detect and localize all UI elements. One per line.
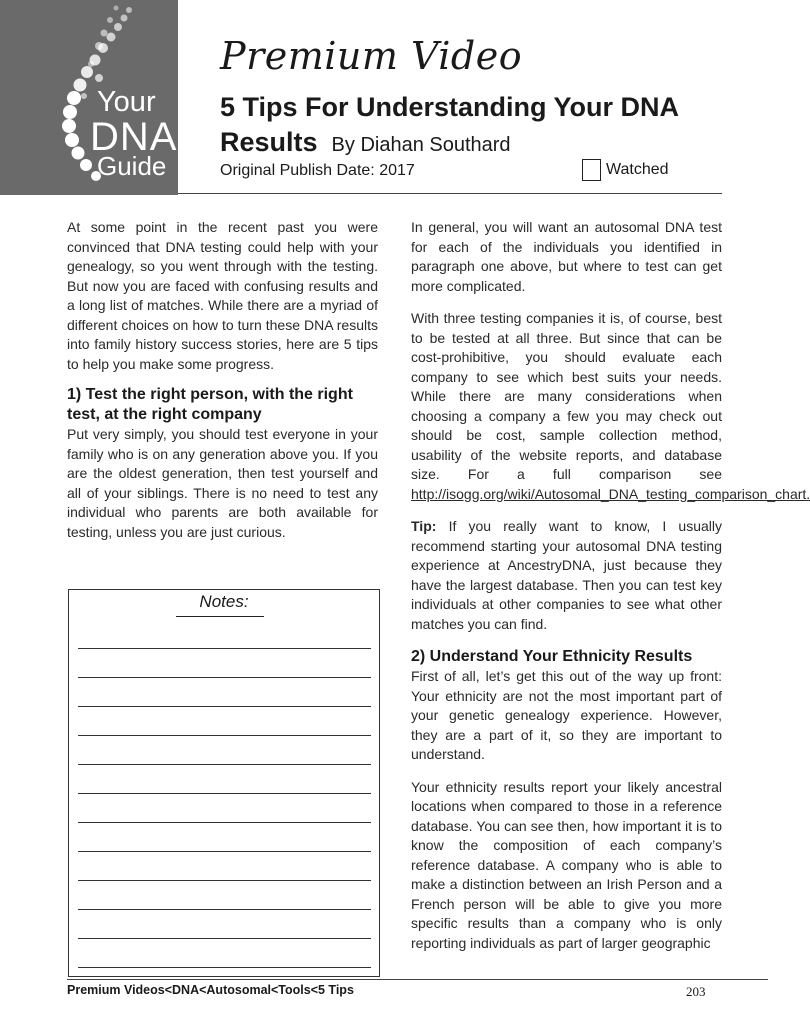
notes-line xyxy=(78,677,371,678)
premium-video-kicker: Premium Video xyxy=(220,34,523,78)
logo-text-guide: Guide xyxy=(97,151,167,181)
tip2-heading: 2) Understand Your Ethnicity Results xyxy=(411,648,693,665)
right-paragraph-1: In general, you will want an autosomal DNA test for each of the individuals you identified in paragraph one above, but where to test can get more complicated. xyxy=(411,219,722,294)
left-column xyxy=(67,218,378,542)
notes-line xyxy=(78,764,371,765)
right-column xyxy=(411,218,810,953)
notes-line xyxy=(78,851,371,852)
notes-box xyxy=(68,589,380,977)
watched-control[interactable] xyxy=(582,159,669,181)
logo-block xyxy=(0,0,178,195)
intro-paragraph: At some point in the recent past you were convinced that DNA testing could help with your genealogy, so you went through with the testing. But now you are faced with confusing results and a long list of matches. While there are a myriad of different choices on how to turn these DNA results into family history success stories, here are 5 tips to help you make some progress. xyxy=(67,219,378,372)
tip2-body-2: Your ethnicity results report your likely ancestral locations when compared to those in a reference database. You can see then, how important it is to know the composition of each company’s reference database. A company who is able to make a distinction between an Irish Person and a French person will be able to give you more specific results than a company who is only reporting individuals as part of larger geographic xyxy=(411,778,722,951)
notes-line xyxy=(78,880,371,881)
watched-label: Watched xyxy=(606,161,669,178)
logo-text-your: Your xyxy=(97,86,156,118)
notes-line xyxy=(78,967,371,968)
notes-title: Notes: xyxy=(199,592,249,611)
tip1-heading: 1) Test the right person, with the right test, at the right company xyxy=(67,386,353,423)
notes-line xyxy=(78,909,371,910)
breadcrumb: Premium Videos<DNA<Autosomal<Tools<5 Tips xyxy=(67,983,354,997)
notes-line xyxy=(78,793,371,794)
notes-line xyxy=(78,822,371,823)
notes-line xyxy=(78,648,371,649)
right-paragraph-2 xyxy=(411,309,810,504)
isogg-comparison-link[interactable]: http://isogg.org/wiki/Autosomal_DNA_testing_comparison_chart. xyxy=(411,485,810,502)
tip1-body: Put very simply, you should test everyone in your family who is on any generation above you. If you are the oldest generation, then test yourself and all of your siblings. There is no need to test any individual who parents are both available for testing, unless you are just curious. xyxy=(67,426,378,540)
title-text: 5 Tips For Understanding Your DNA Results xyxy=(220,92,679,157)
tip2-body-1: First of all, let’s get this out of the way up front: Your ethnicity are not the most important part of your genetic genealogy experience. However, they are a part of it, so they are important to understand. xyxy=(411,668,722,762)
logo-text-dna: DNA xyxy=(90,115,178,159)
tip-paragraph xyxy=(411,517,722,634)
page-title xyxy=(220,90,740,163)
header-divider xyxy=(178,193,722,194)
byline: By Diahan Southard xyxy=(331,134,511,156)
notes-line xyxy=(78,706,371,707)
tip-body: If you really want to know, I usually recommend starting your autosomal DNA testing experience at AncestryDNA, just because they have the largest database. Then you can test key individuals at other companies to see what other matches you can find. xyxy=(411,518,722,632)
tip-label: Tip: xyxy=(411,518,437,534)
watched-checkbox[interactable] xyxy=(582,159,601,181)
notes-title-underline xyxy=(176,616,264,617)
notes-line xyxy=(78,735,371,736)
page-number: 203 xyxy=(686,984,706,999)
publish-date: Original Publish Date: 2017 xyxy=(220,162,415,179)
footer-divider xyxy=(67,979,768,980)
notes-line xyxy=(78,938,371,939)
comparison-text: With three testing companies it is, of course, best to be tested at all three. But since that can be cost-prohibitive, you should evaluate each company to see which best suits your needs. While there are many considerations when choosing a company a few you may check out should be cost, sample collection method, usability of the website reports, and database size. For a full comparison see xyxy=(411,310,722,482)
